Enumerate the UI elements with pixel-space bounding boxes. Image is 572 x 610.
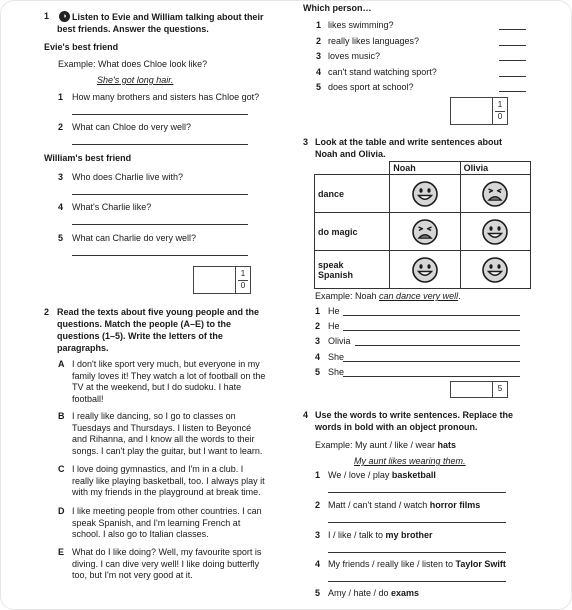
ex2-para-line: I love doing gymnastics, and I'm in a club. I xyxy=(72,464,244,474)
score-min: 0 xyxy=(497,112,503,121)
ex2-number: 2 xyxy=(44,307,50,317)
score-min: 0 xyxy=(240,281,246,290)
ex4-item-text: I / like / talk to my brother xyxy=(328,530,433,540)
ex1-q3: Who does Charlie live with? xyxy=(72,172,184,182)
ex2-instruction-line1: Read the texts about five young people and the xyxy=(57,307,260,317)
ex2-para-line: I really like dancing, so I go to classes on xyxy=(72,411,236,421)
ex1-q1: How many brothers and sisters has Chloe got? xyxy=(72,92,260,102)
ex2-para-line: football! xyxy=(72,394,104,405)
score-max: 1 xyxy=(240,269,246,278)
ex1-q2-number: 2 xyxy=(58,122,64,132)
ex2-para-line: school. I also go to Italian classes. xyxy=(72,529,209,540)
which-item-text: does sport at school? xyxy=(328,82,414,92)
ex2-para-line: and Rihanna, and I know all the words to their xyxy=(72,434,255,445)
ex2-para-line: Tuesdays and Thursdays. I listen to Beyoncé xyxy=(72,422,252,433)
which-item-number: 4 xyxy=(316,66,322,77)
ex4-item-number: 2 xyxy=(315,500,321,510)
noah-dance-face xyxy=(390,175,460,213)
which-heading: Which person… xyxy=(303,3,372,13)
ex3-answer-line[interactable] xyxy=(343,315,520,316)
ex3-answer-line[interactable] xyxy=(343,361,520,362)
which-answer-line[interactable] xyxy=(499,91,526,92)
row-label-spanish: speak Spanish xyxy=(315,251,390,289)
ex3-item-text: He xyxy=(328,306,340,316)
which-item-text: really likes languages? xyxy=(328,35,420,46)
ex2-instruction-line3: questions (1–5). Write the letters of the xyxy=(57,331,223,341)
ex1-score-box[interactable] xyxy=(193,266,251,294)
ex1-example-question: Example: What does Chloe look like? xyxy=(58,59,208,69)
happy-face-icon xyxy=(481,256,509,284)
which-item-text: can't stand watching sport? xyxy=(328,66,437,77)
ex1-q5: What can Charlie do very well? xyxy=(72,233,197,243)
happy-face-icon xyxy=(411,256,439,284)
ex4-item-text: Matt / can't stand / watch horror films xyxy=(328,500,481,510)
ex4-item-number: 4 xyxy=(315,559,321,569)
answer-line[interactable] xyxy=(72,194,248,195)
ex3-example: Example: Noah can dance very well. xyxy=(315,291,461,301)
ex3-instruction-line2: Noah and Olivia. xyxy=(315,149,386,159)
noah-magic-face xyxy=(390,213,460,251)
answer-line[interactable] xyxy=(72,144,248,145)
ex2-para-line: What do I like doing? Well, my favourite sport is xyxy=(72,547,262,557)
happy-face-icon xyxy=(411,180,439,208)
ex4-answer-line[interactable] xyxy=(328,522,506,523)
which-answer-line[interactable] xyxy=(499,76,526,77)
ex3-score-box[interactable] xyxy=(450,381,508,398)
olivia-spanish-face xyxy=(460,251,530,289)
ex3-item-number: 3 xyxy=(315,336,321,347)
ex3-item-text: He xyxy=(328,321,340,332)
which-answer-line[interactable] xyxy=(499,60,526,61)
ex2-para-line: family loves it! They watch a lot of football on the xyxy=(72,370,266,381)
ability-table xyxy=(314,161,531,289)
ex1-q5-number: 5 xyxy=(58,233,64,243)
ex4-instruction-line2: words in bold with an object pronoun. xyxy=(315,422,478,432)
ex2-instruction-line2: questions. Match the people (A–E) to the xyxy=(57,319,232,329)
which-item-number: 3 xyxy=(316,51,322,61)
ex3-item-number: 1 xyxy=(315,306,321,316)
evie-heading: Evie's best friend xyxy=(44,42,119,52)
william-heading: William's best friend xyxy=(44,153,132,163)
col-olivia: Olivia xyxy=(460,162,530,175)
ex3-item-number: 4 xyxy=(315,351,321,362)
sad-face-icon xyxy=(411,218,439,246)
ex3-answer-line[interactable] xyxy=(355,345,520,346)
ex2-para-letter: D xyxy=(58,506,65,516)
ex3-item-number: 5 xyxy=(315,366,321,377)
score-max: 1 xyxy=(497,100,503,109)
ex4-item-text: My friends / really like / listen to Taylor Swift xyxy=(328,559,506,569)
ex4-answer-line[interactable] xyxy=(328,552,506,553)
ex4-item-number: 1 xyxy=(315,470,321,480)
ex2-para-letter: A xyxy=(58,359,65,369)
audio-icon[interactable]: ◑ xyxy=(59,11,70,22)
ex4-example: Example: My aunt / like / wear hats xyxy=(315,440,457,450)
ex4-item-number: 5 xyxy=(315,588,321,598)
happy-face-icon xyxy=(481,218,509,246)
which-answer-line[interactable] xyxy=(499,45,526,46)
ex4-item-text: We / love / play basketball xyxy=(328,470,436,480)
ex2-para-line: really like playing basketball, too. I always play it xyxy=(72,475,265,486)
olivia-dance-face xyxy=(460,175,530,213)
col-noah: Noah xyxy=(390,162,460,175)
ex2-para-letter: C xyxy=(58,464,65,474)
ex1-number: 1 xyxy=(44,11,50,21)
ex4-answer-line[interactable] xyxy=(328,581,506,582)
ex3-item-text: Olivia xyxy=(328,336,351,347)
which-item-number: 5 xyxy=(316,82,322,92)
ex1-instruction-line2: best friends. Answer the questions. xyxy=(57,24,209,34)
which-item-number: 1 xyxy=(316,20,322,30)
ex3-item-text: She xyxy=(328,366,345,377)
ex2-para-line: I like meeting people from other countries. I can xyxy=(72,506,262,516)
ex1-q1-number: 1 xyxy=(58,92,64,102)
ex1-q4: What's Charlie like? xyxy=(72,202,152,212)
ex1-q2: What can Chloe do very well? xyxy=(72,122,192,132)
ex3-item-text: She xyxy=(328,351,345,362)
ex3-answer-line[interactable] xyxy=(343,376,520,377)
ex4-item-text: Amy / hate / do exams xyxy=(328,588,420,598)
which-item-number: 2 xyxy=(316,35,322,46)
ex2-para-letter: E xyxy=(58,547,65,557)
ex4-example-answer: My aunt likes wearing them. xyxy=(354,456,466,466)
ex2-instruction-line4: paragraphs. xyxy=(57,343,109,353)
row-label-dance: dance xyxy=(315,175,390,213)
answer-line[interactable] xyxy=(72,255,248,256)
ex1-q4-number: 4 xyxy=(58,202,64,212)
which-item-text: loves music? xyxy=(328,51,381,61)
ex2-para-line: too, but I'm not very good at it. xyxy=(72,570,193,581)
ex3-instruction-line1: Look at the table and write sentences about xyxy=(315,137,503,147)
olivia-magic-face xyxy=(460,213,530,251)
which-answer-line[interactable] xyxy=(499,29,526,30)
ex4-instruction-line1: Use the words to write sentences. Replace the xyxy=(315,410,514,420)
ex2-para-line: TV at the weekend, but I do sudoku. I hate xyxy=(72,382,242,393)
sad-face-icon xyxy=(481,180,509,208)
ex2-para-letter: B xyxy=(58,411,65,421)
noah-spanish-face xyxy=(390,251,460,289)
ex3-number: 3 xyxy=(303,137,309,147)
answer-line[interactable] xyxy=(72,224,248,225)
score-max: 5 xyxy=(497,384,503,393)
ex2-para-line: songs. I can't play the guitar, but I want to learn. xyxy=(72,446,263,457)
ex2-para-line: with my friends in the playground at break time. xyxy=(72,487,261,498)
ex1-example-answer: She's got long hair. xyxy=(97,75,174,85)
which-item-text: likes swimming? xyxy=(328,20,394,30)
which-score-box[interactable] xyxy=(450,97,508,125)
ex1-q3-number: 3 xyxy=(58,172,64,182)
row-label-magic: do magic xyxy=(315,213,390,251)
ex4-number: 4 xyxy=(303,410,309,420)
ex3-item-number: 2 xyxy=(315,321,321,332)
ex4-item-number: 3 xyxy=(315,530,321,540)
answer-line[interactable] xyxy=(72,114,248,115)
ex4-answer-line[interactable] xyxy=(328,492,506,493)
ex1-instruction-line1: Listen to Evie and William talking about their xyxy=(72,12,264,22)
ex2-para-line: I don't like sport very much, but everyone in my xyxy=(72,359,260,369)
ex2-para-line: diving. I can dive very well! I like doing butterfly xyxy=(72,558,260,569)
ex3-answer-line[interactable] xyxy=(343,330,520,331)
ex2-para-line: speak Spanish, and I'm learning French at xyxy=(72,517,241,528)
